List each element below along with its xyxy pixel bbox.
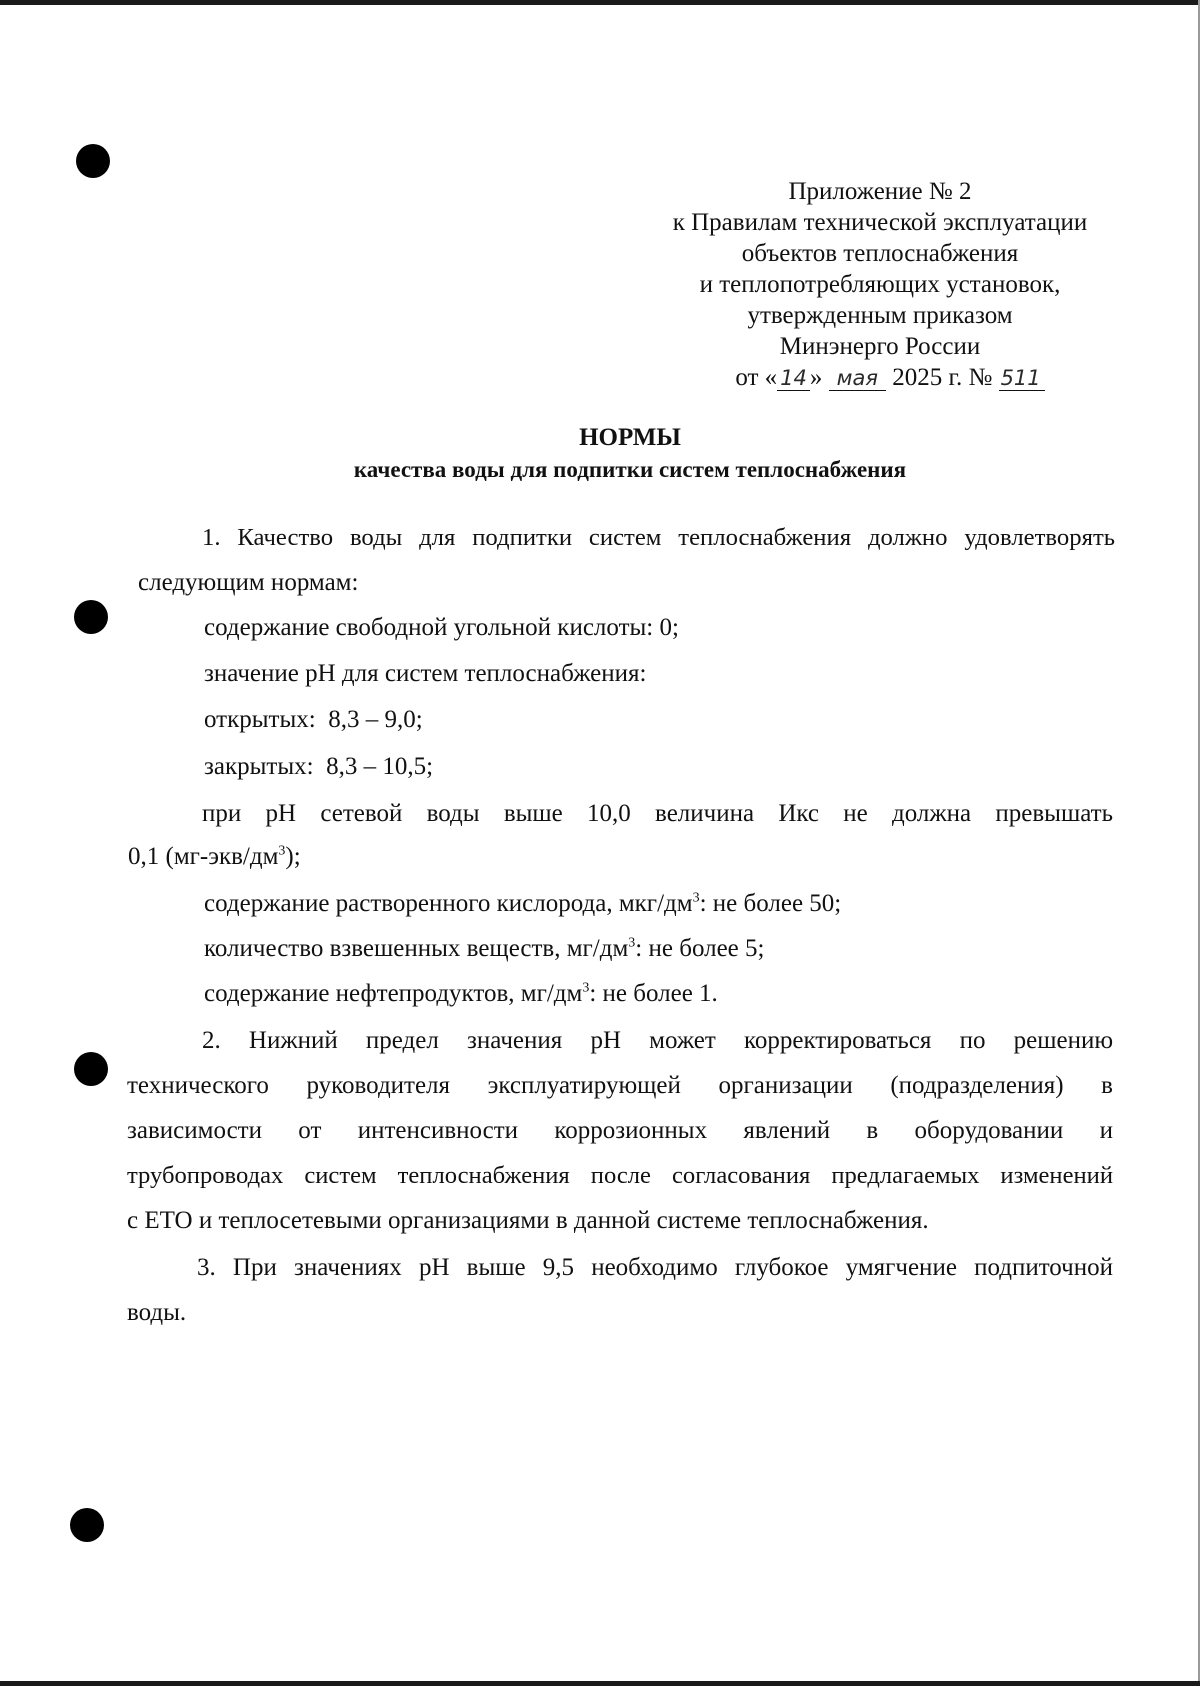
- iks-unit-text: 0,1 (мг-экв/дм: [128, 843, 279, 870]
- suspended-text: : не более 5;: [635, 935, 765, 962]
- paragraph-2-line: зависимости от интенсивности коррозионных явлений в оборудовании и: [127, 1117, 1113, 1144]
- paragraph-2-line: технического руководителя эксплуатирующей организации (подразделения) в: [127, 1072, 1113, 1099]
- title-sub: качества воды для подпитки систем теплоснабжения: [353, 457, 907, 482]
- paragraph-3-line: 3. При значениях pH выше 9,5 необходимо глубокое умягчение подпиточной: [197, 1254, 1113, 1281]
- handwritten-month: мая: [829, 366, 886, 391]
- title-main: НОРМЫ: [579, 424, 681, 451]
- norm-item: значение pH для систем теплоснабжения:: [204, 660, 647, 687]
- superscript: 3: [628, 935, 636, 951]
- paragraph-2-line: трубопроводах систем теплоснабжения после согласования предлагаемых изменений: [127, 1162, 1113, 1189]
- suspended-text: количество взвешенных веществ, мг/дм: [204, 935, 629, 962]
- norm-item: содержание свободной угольной кислоты: 0;: [204, 614, 679, 641]
- iks-unit-text: );: [285, 843, 301, 870]
- oxygen-text: : не более 50;: [699, 890, 842, 917]
- norm-item: [128, 834, 1113, 879]
- header-line: утвержденным приказом: [747, 302, 1013, 329]
- document-body: [127, 515, 1115, 1335]
- date-year: 2025 г. №: [886, 364, 999, 391]
- header-line: объектов теплоснабжения: [741, 240, 1019, 267]
- handwritten-order-number: 511: [999, 366, 1045, 391]
- punch-hole-icon: [76, 144, 110, 178]
- superscript: 3: [692, 890, 700, 906]
- norm-item: при pH сетевой воды выше 10,0 величина Икс не должна превышать: [202, 800, 1113, 827]
- punch-hole-icon: [74, 600, 108, 634]
- paragraph-1-line: 1. Качество воды для подпитки систем теплоснабжения должно удовлетворять: [202, 524, 1115, 551]
- header-line: Приложение № 2: [788, 178, 972, 205]
- header-line: Минэнерго России: [779, 333, 981, 360]
- punch-hole-icon: [70, 1508, 104, 1542]
- scan-edge-bottom: [0, 1681, 1200, 1686]
- paragraph-2-line: 2. Нижний предел значения pH может корректироваться по решению: [202, 1027, 1113, 1054]
- date-prefix: от «: [735, 364, 778, 391]
- paragraph-2-line: с ЕТО и теплосетевыми организациями в данной системе теплоснабжения.: [127, 1207, 929, 1234]
- paragraph-3-line: воды.: [127, 1299, 187, 1326]
- superscript: 3: [582, 980, 590, 996]
- document-title: [130, 422, 1130, 486]
- punch-hole-icon: [74, 1052, 108, 1086]
- norm-item: [130, 971, 1113, 1016]
- header-line: и теплопотребляющих установок,: [699, 271, 1061, 298]
- paragraph-1-line: следующим нормам:: [138, 569, 359, 596]
- norm-item: закрытых: 8,3 – 10,5;: [204, 753, 434, 780]
- superscript: 3: [278, 843, 286, 859]
- norm-item: [130, 926, 1113, 971]
- handwritten-day: 14: [777, 366, 810, 391]
- order-date-line: [600, 362, 1160, 393]
- oil-text: : не более 1.: [589, 980, 718, 1007]
- scan-edge-top: [0, 0, 1200, 5]
- norm-item: открытых: 8,3 – 9,0;: [204, 706, 423, 733]
- date-mid: »: [809, 364, 829, 391]
- oxygen-text: содержание растворенного кислорода, мкг/дм: [204, 890, 693, 917]
- header-line: к Правилам технической эксплуатации: [672, 209, 1088, 236]
- appendix-header: [600, 176, 1160, 393]
- norm-item: [130, 881, 1113, 926]
- oil-text: содержание нефтепродуктов, мг/дм: [204, 980, 583, 1007]
